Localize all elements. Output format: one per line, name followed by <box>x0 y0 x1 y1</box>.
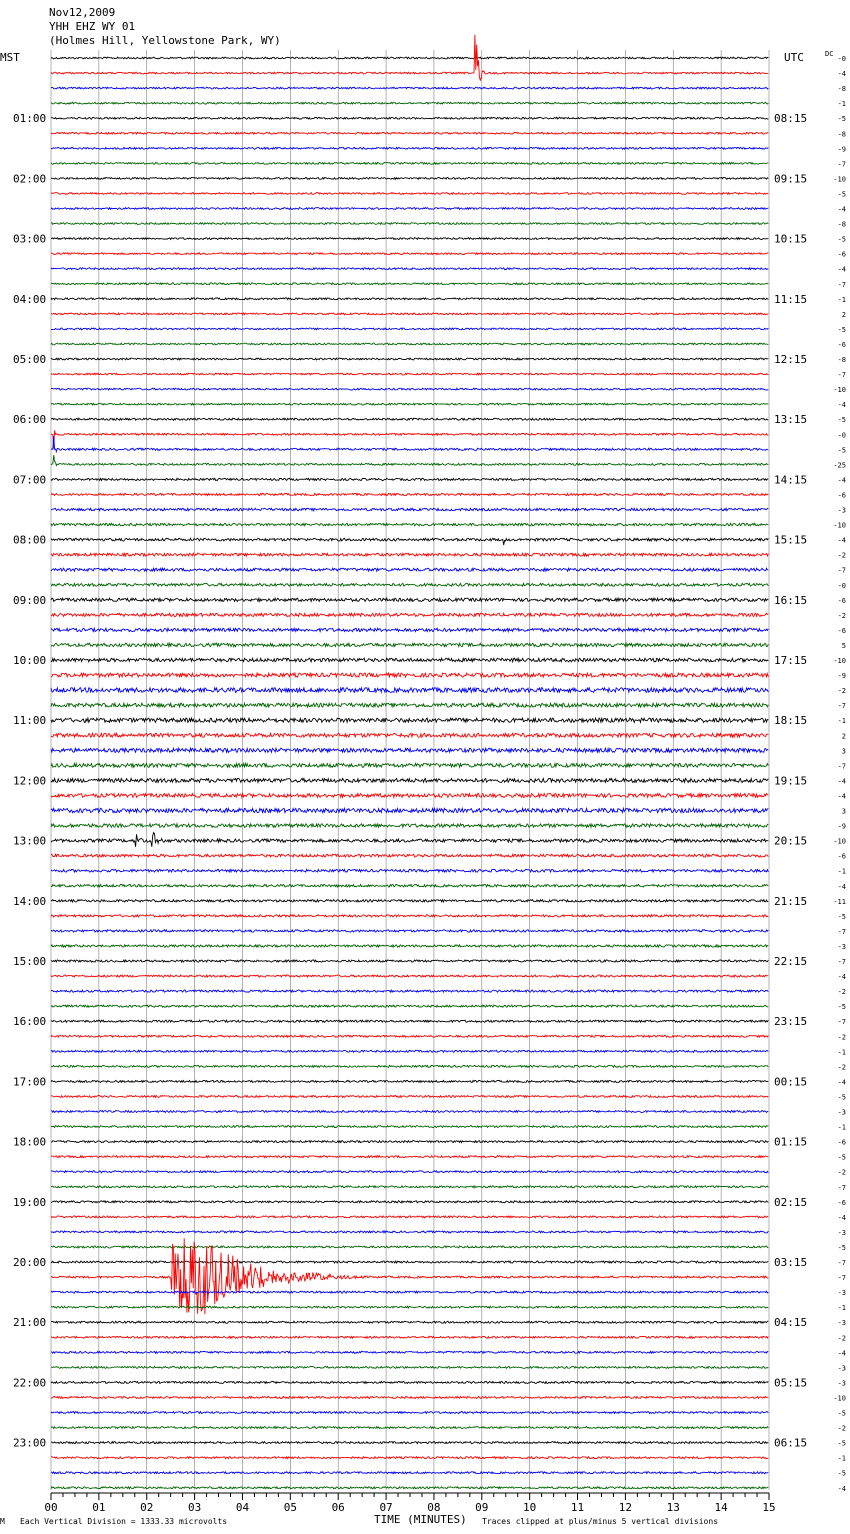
dc-offset-label: -3 <box>837 1289 846 1298</box>
dc-offset-label: -3 <box>837 1379 846 1388</box>
left-hour-label: 12:00 <box>13 774 47 788</box>
left-hour-label: 01:00 <box>13 112 47 126</box>
dc-offset-label: -1 <box>837 295 846 304</box>
dc-offset-label: -4 <box>837 882 846 891</box>
x-tick-label: 12 <box>618 1501 633 1514</box>
left-hour-label: 21:00 <box>13 1316 47 1330</box>
trace-line <box>51 885 768 888</box>
trace-line <box>51 523 768 526</box>
trace-line <box>51 1005 768 1007</box>
right-hour-label: 01:15 <box>774 1135 808 1149</box>
dc-offset-label: -5 <box>837 1439 846 1448</box>
trace-line <box>51 1111 768 1113</box>
left-hour-label: 20:00 <box>13 1256 47 1269</box>
dc-offset-label: -2 <box>837 1063 846 1072</box>
dc-offset-label: -7 <box>837 566 846 575</box>
trace-line <box>51 854 768 857</box>
trace-line <box>51 1442 768 1444</box>
left-hour-label: 07:00 <box>13 473 47 487</box>
trace-line <box>51 373 768 375</box>
dc-offset-label: -3 <box>837 1319 846 1328</box>
trace-line <box>51 253 768 255</box>
x-axis-title: TIME (MINUTES) <box>374 1513 467 1526</box>
x-tick-label: 14 <box>714 1501 728 1514</box>
trace-line <box>51 1050 768 1052</box>
dc-offset-label: -0 <box>837 431 846 440</box>
trace-line <box>51 132 768 134</box>
dc-offset-label: -1 <box>837 100 846 109</box>
dc-offset-label: -3 <box>837 1364 846 1373</box>
trace-line <box>51 869 768 872</box>
trace-line <box>51 930 768 932</box>
trace-line <box>51 658 768 662</box>
right-hour-label: 15:15 <box>774 533 808 547</box>
trace-line <box>51 990 768 992</box>
right-hour-label: 06:15 <box>774 1436 808 1450</box>
trace-line <box>51 1035 768 1037</box>
trace-line <box>51 833 768 847</box>
right-hour-label: 23:15 <box>774 1015 808 1029</box>
trace-line <box>51 328 768 330</box>
trace-line <box>51 1427 768 1429</box>
right-hour-label: 04:15 <box>774 1316 808 1330</box>
dc-offset-label: -1 <box>837 1048 846 1057</box>
right-hour-label: 05:15 <box>774 1376 808 1390</box>
dc-offset-label: 3 <box>841 747 846 756</box>
left-hour-label: 22:00 <box>13 1376 47 1390</box>
right-hour-label: 09:15 <box>774 172 808 186</box>
right-hour-label: 14:15 <box>774 473 808 487</box>
left-hour-label: 08:00 <box>13 533 47 547</box>
dc-offset-label: -0 <box>837 581 846 590</box>
trace-line <box>51 1366 768 1368</box>
dc-offset-label: -9 <box>837 145 846 154</box>
trace-line <box>51 1080 768 1082</box>
left-hour-label: 18:00 <box>13 1135 47 1149</box>
dc-offset-label: -9 <box>837 672 846 681</box>
x-axis <box>44 1493 775 1514</box>
x-tick-label: 07 <box>379 1501 393 1514</box>
trace-line <box>51 763 768 767</box>
dc-offset-label: -10 <box>833 521 846 530</box>
dc-offset-label: -4 <box>837 536 846 545</box>
trace-line <box>51 1457 768 1459</box>
x-tick-label: 02 <box>140 1501 154 1514</box>
dc-offset-label: -7 <box>837 927 846 936</box>
left-hour-label: 05:00 <box>13 353 47 366</box>
trace-line <box>51 313 768 315</box>
dc-offset-label: -4 <box>837 1213 846 1222</box>
right-hour-label: 22:15 <box>774 955 808 968</box>
right-axis-label: UTC <box>784 51 804 64</box>
x-tick-label: 09 <box>475 1501 489 1514</box>
trace-line <box>51 1171 768 1173</box>
dc-offset-label: -10 <box>833 386 846 395</box>
trace-line <box>51 388 768 390</box>
trace-line <box>51 748 768 752</box>
dc-offset-labels <box>833 55 846 1493</box>
dc-offset-label: -7 <box>837 1183 846 1192</box>
dc-offset-label: -5 <box>837 190 846 199</box>
left-hour-label: 14:00 <box>13 894 47 908</box>
dc-offset-label: -7 <box>837 1259 846 1267</box>
trace-line <box>51 147 768 149</box>
dc-offset-label: -3 <box>837 1108 846 1117</box>
dc-offset-label: -4 <box>837 1349 846 1358</box>
dc-offset-label: -7 <box>837 762 846 771</box>
trace-line <box>51 945 768 947</box>
trace-line <box>51 598 768 601</box>
dc-offset-label: -10 <box>833 175 846 184</box>
right-hour-label: 03:15 <box>774 1256 808 1269</box>
dc-offset-label: -4 <box>837 401 846 410</box>
header-location: (Holmes Hill, Yellowstone Park, WY) <box>49 34 281 47</box>
right-hour-labels <box>774 112 807 1449</box>
trace-line <box>51 628 768 631</box>
right-hour-label: 10:15 <box>774 232 808 246</box>
dc-offset-label: -7 <box>837 371 846 380</box>
dc-offset-label: -4 <box>837 1078 846 1087</box>
dc-offset-label: 2 <box>841 732 846 741</box>
trace-line <box>51 298 768 300</box>
left-hour-label: 13:00 <box>13 834 47 848</box>
dc-offset-label: -7 <box>837 702 846 711</box>
left-hour-label: 19:00 <box>13 1195 47 1209</box>
trace-line <box>51 436 768 452</box>
dc-offset-label: -3 <box>837 506 846 515</box>
trace-line <box>51 538 768 545</box>
dc-offset-label: -6 <box>837 491 846 500</box>
left-hour-label: 15:00 <box>13 955 47 968</box>
dc-offset-label: -5 <box>837 235 846 244</box>
dc-offset-label: -2 <box>837 1424 846 1433</box>
trace-line <box>51 1291 768 1293</box>
left-hour-label: 11:00 <box>13 714 47 728</box>
dc-offset-label: -7 <box>837 1274 846 1283</box>
dc-offset-label: 5 <box>841 641 846 650</box>
trace-line <box>51 57 768 59</box>
trace-line <box>51 102 768 104</box>
trace-line <box>51 1246 768 1248</box>
dc-offset-label: -2 <box>837 1168 846 1177</box>
x-tick-label: 00 <box>44 1501 58 1514</box>
dc-offset-label: -4 <box>837 205 846 214</box>
right-hour-label: 11:15 <box>774 292 808 306</box>
trace-line <box>51 1156 768 1158</box>
dc-offset-label: -5 <box>837 446 846 455</box>
dc-offset-label: -3 <box>837 942 846 951</box>
trace-line <box>51 223 768 225</box>
trace-line <box>51 568 768 571</box>
footer-clip-note: Traces clipped at plus/minus 5 vertical divisions <box>482 1517 719 1526</box>
trace-line <box>51 794 768 798</box>
header-date: Nov12,2009 <box>49 6 116 19</box>
dc-offset-label: -6 <box>837 250 846 259</box>
trace-line <box>51 193 768 195</box>
trace-line <box>51 493 768 495</box>
right-hour-label: 12:15 <box>774 353 808 366</box>
x-tick-label: 04 <box>235 1501 250 1514</box>
x-tick-label: 05 <box>283 1501 297 1514</box>
trace-line <box>51 455 768 465</box>
trace-line <box>51 900 768 902</box>
left-hour-label: 02:00 <box>13 172 47 186</box>
dc-offset-label: -7 <box>837 160 846 169</box>
x-tick-label: 10 <box>523 1501 537 1514</box>
trace-line <box>51 1397 768 1399</box>
dc-offset-label: -2 <box>837 611 846 620</box>
trace-line <box>51 673 768 677</box>
dc-offset-label: -2 <box>837 551 846 560</box>
dc-offset-label: -7 <box>837 958 846 966</box>
header-station: YHH EHZ WY 01 <box>49 20 136 33</box>
trace-line <box>51 508 768 511</box>
dc-offset-label: -2 <box>837 1033 846 1042</box>
dc-offset-label: -4 <box>837 265 846 274</box>
trace-line <box>51 1381 768 1383</box>
trace-line <box>51 1201 768 1203</box>
dc-offset-label: -5 <box>837 1093 846 1102</box>
x-tick-label: 01 <box>92 1501 106 1514</box>
dc-offset-label: -5 <box>837 115 846 124</box>
trace-line <box>51 1321 768 1323</box>
dc-offset-label: -11 <box>833 897 846 906</box>
trace-line <box>51 1020 768 1022</box>
trace-line <box>51 688 768 693</box>
dc-offset-label: -4 <box>837 777 846 786</box>
trace-line <box>51 178 768 180</box>
trace-line <box>51 975 768 977</box>
trace-line <box>51 283 768 285</box>
dc-offset-label: -8 <box>837 220 846 229</box>
dc-offset-label: -1 <box>837 1304 846 1313</box>
trace-group <box>51 35 768 1489</box>
dc-offset-label: -1 <box>837 867 846 876</box>
trace-line <box>51 1216 768 1218</box>
left-hour-label: 03:00 <box>13 232 47 246</box>
trace-line <box>51 1351 768 1353</box>
dc-offset-label: -1 <box>837 717 846 726</box>
x-tick-label: 13 <box>666 1501 680 1514</box>
dc-offset-label: -4 <box>837 476 846 485</box>
dc-offset-label: -8 <box>837 85 846 94</box>
dc-offset-label: -4 <box>837 70 846 79</box>
trace-line <box>51 703 768 707</box>
dc-offset-label: -7 <box>837 280 846 289</box>
dc-offset-label: -5 <box>837 1469 846 1478</box>
trace-line <box>51 1126 768 1128</box>
dc-offset-label: -8 <box>837 130 846 139</box>
trace-line <box>51 553 768 556</box>
left-hour-label: 10:00 <box>13 654 47 667</box>
trace-line <box>51 960 768 962</box>
left-hour-label: 09:00 <box>13 593 47 607</box>
right-hour-label: 19:15 <box>774 774 808 788</box>
dc-offset-label: 3 <box>841 807 846 816</box>
dc-offset-label: -7 <box>837 1018 846 1027</box>
trace-line <box>51 1412 768 1414</box>
dc-offset-label: -10 <box>833 837 846 846</box>
right-hour-label: 17:15 <box>774 654 808 667</box>
trace-line <box>51 1472 768 1474</box>
trace-line <box>51 1238 768 1314</box>
left-hour-label: 17:00 <box>13 1075 47 1089</box>
left-hour-label: 23:00 <box>13 1436 47 1450</box>
trace-line <box>51 824 768 828</box>
dc-offset-label: -6 <box>837 626 846 635</box>
trace-line <box>51 163 768 165</box>
dc-offset-label: -5 <box>837 1243 846 1252</box>
trace-line <box>51 268 768 270</box>
dc-offset-label: -0 <box>837 55 846 63</box>
trace-line <box>51 430 768 448</box>
trace-line <box>51 1336 768 1338</box>
dc-offset-label: -10 <box>833 1394 846 1403</box>
dc-offset-label: -10 <box>833 657 846 665</box>
right-hour-label: 02:15 <box>774 1195 808 1209</box>
dc-offset-label: -4 <box>837 792 846 801</box>
dc-offset-label: -1 <box>837 1454 846 1463</box>
trace-line <box>51 718 768 722</box>
dc-offset-label: -1 <box>837 1123 846 1132</box>
footer-mark: M <box>0 1517 5 1526</box>
x-tick-label: 06 <box>331 1501 345 1514</box>
right-hour-label: 00:15 <box>774 1075 808 1089</box>
dc-offset-label: -2 <box>837 988 846 997</box>
trace-line <box>51 613 768 616</box>
left-hour-labels <box>13 112 46 1449</box>
dc-offset-label: -2 <box>837 1334 846 1343</box>
trace-line <box>51 733 768 737</box>
dc-offset-label: -5 <box>837 912 846 921</box>
trace-line <box>51 87 768 89</box>
right-hour-label: 18:15 <box>774 714 808 728</box>
right-hour-label: 21:15 <box>774 894 808 908</box>
dc-offset-label: -25 <box>833 461 846 470</box>
dc-offset-label: -8 <box>837 356 846 364</box>
dc-offset-label: -6 <box>837 340 846 349</box>
dc-offset-label: -5 <box>837 416 846 425</box>
dc-offset-label: -6 <box>837 852 846 861</box>
right-hour-label: 16:15 <box>774 593 808 607</box>
trace-line <box>51 778 768 782</box>
x-tick-label: 03 <box>187 1501 202 1514</box>
trace-line <box>51 238 768 240</box>
x-tick-label: 11 <box>570 1501 585 1514</box>
dc-label: DC <box>825 50 834 58</box>
dc-offset-label: -5 <box>837 325 846 334</box>
trace-line <box>51 1186 768 1188</box>
right-hour-label: 13:15 <box>774 413 808 427</box>
dc-offset-label: -5 <box>837 1409 846 1418</box>
trace-line <box>51 403 768 405</box>
trace-line <box>51 1231 768 1233</box>
left-hour-label: 06:00 <box>13 413 47 427</box>
trace-line <box>51 1306 768 1308</box>
dc-offset-label: -4 <box>837 1484 846 1493</box>
right-hour-label: 08:15 <box>774 112 808 126</box>
dc-offset-label: -2 <box>837 687 846 696</box>
trace-line <box>51 117 768 119</box>
trace-line <box>51 478 768 480</box>
dc-offset-label: -5 <box>837 1153 846 1162</box>
dc-offset-label: -6 <box>837 596 846 605</box>
x-tick-label: 15 <box>762 1501 776 1514</box>
left-axis-label: MST <box>0 51 20 64</box>
right-hour-label: 20:15 <box>774 834 808 848</box>
dc-offset-label: -6 <box>837 1198 846 1207</box>
dc-offset-label: 2 <box>841 310 846 319</box>
trace-line <box>51 583 768 586</box>
dc-offset-label: -4 <box>837 973 846 982</box>
trace-line <box>51 808 768 812</box>
dc-offset-label: -5 <box>837 1003 846 1012</box>
trace-line <box>51 915 768 917</box>
dc-offset-label: -9 <box>837 822 846 831</box>
trace-line <box>51 1261 768 1263</box>
left-hour-label: 16:00 <box>13 1015 47 1029</box>
dc-offset-label: -3 <box>837 1228 846 1237</box>
trace-line <box>51 1096 768 1098</box>
trace-line <box>51 343 768 345</box>
trace-line <box>51 1065 768 1067</box>
dc-offset-label: -6 <box>837 1138 846 1147</box>
trace-line <box>51 1487 768 1489</box>
x-tick-label: 08 <box>427 1501 441 1514</box>
footer-scale: Each Vertical Division = 1333.33 microvolts <box>20 1517 228 1526</box>
trace-line <box>51 1141 768 1143</box>
grid-lines <box>51 50 769 1490</box>
left-hour-label: 04:00 <box>13 292 47 306</box>
trace-line <box>51 358 768 360</box>
trace-line <box>51 418 768 420</box>
trace-line <box>51 643 768 647</box>
trace-line <box>51 208 768 210</box>
